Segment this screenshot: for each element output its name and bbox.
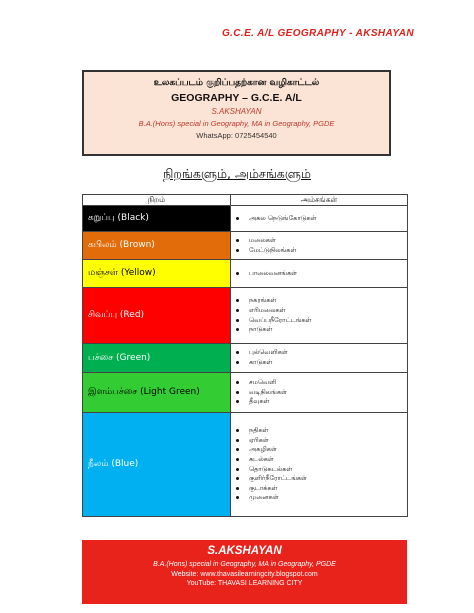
features-cell <box>231 413 408 517</box>
feature-item: முனைகள் <box>249 493 407 503</box>
table-row <box>83 373 408 413</box>
table-row <box>83 232 408 260</box>
feature-item: எரிமலைகள் <box>249 306 407 316</box>
guide-title: உலகப்படம் குறிப்பதற்கான வழிகாட்டல் <box>153 78 320 88</box>
feature-item: கடல்கள் <box>249 455 407 465</box>
color-name-cell: கறுப்பு (Black) <box>83 206 231 232</box>
title-info-box <box>82 70 391 156</box>
color-name-cell: இளம்பச்சை (Light Green) <box>83 373 231 413</box>
feature-item: பாலைவனங்கள் <box>249 269 407 279</box>
features-cell <box>231 206 408 232</box>
feature-item: நகரங்கள் <box>249 296 407 306</box>
author-name: S.AKSHAYAN <box>211 107 262 116</box>
feature-item: அகழிகள் <box>249 445 407 455</box>
features-list <box>231 376 407 409</box>
feature-item: நாடுகள் <box>249 325 407 335</box>
features-cell <box>231 288 408 344</box>
feature-item: ஏரிகள் <box>249 436 407 446</box>
features-cell <box>231 344 408 373</box>
features-cell <box>231 373 408 413</box>
feature-item: அகல நெடுங்கோடுகள் <box>249 214 407 224</box>
color-name-cell: சிவப்பு (Red) <box>83 288 231 344</box>
feature-item: குளிர்நீரோட்டங்கள் <box>249 474 407 484</box>
features-list <box>231 234 407 257</box>
table-row <box>83 288 408 344</box>
features-list <box>231 346 407 369</box>
feature-item: காடுகள் <box>249 358 407 368</box>
table-row <box>83 413 408 517</box>
color-name-cell: நீலம் (Blue) <box>83 413 231 517</box>
color-features-table <box>82 194 408 517</box>
feature-item: வெப்பநீரோட்டங்கள் <box>249 316 407 326</box>
feature-item: குடாக்கள் <box>249 484 407 494</box>
table-row <box>83 260 408 288</box>
feature-item: மேட்டுநிலங்கள் <box>249 246 407 256</box>
features-list <box>231 212 407 226</box>
footer-qualification: B.A.(Hons) special in Geography, MA in Geography, PGDE <box>153 561 336 568</box>
table-body <box>83 206 408 517</box>
feature-item: சமவெளி <box>249 378 407 388</box>
feature-item: மலைகள் <box>249 236 407 246</box>
footer-youtube: YouTube: THAVASI LEARNING CITY <box>186 580 303 587</box>
features-list <box>231 424 407 505</box>
color-name-cell: மஞ்சள் (Yellow) <box>83 260 231 288</box>
feature-item: வடிநிலங்கள் <box>249 388 407 398</box>
color-name-cell: பச்சை (Green) <box>83 344 231 373</box>
subject-title: GEOGRAPHY – G.C.E. A/L <box>171 92 302 104</box>
features-cell <box>231 232 408 260</box>
table-header-row <box>83 195 408 206</box>
color-name-cell: கபிலம் (Brown) <box>83 232 231 260</box>
whatsapp-contact: WhatsApp: 0725454540 <box>196 131 277 140</box>
features-cell <box>231 260 408 288</box>
footer-website: Website: www.thavasilearningcity.blogspot.com <box>171 571 318 578</box>
features-list <box>231 294 407 336</box>
feature-item: நதிகள் <box>249 426 407 436</box>
feature-item: தீவுகள் <box>249 397 407 407</box>
feature-item: தொடுகடல்கள் <box>249 465 407 475</box>
table-row <box>83 344 408 373</box>
author-qualification: B.A.(Hons) special in Geography, MA in Geography, PGDE <box>138 119 335 128</box>
feature-item: புல்வெளிகள் <box>249 348 407 358</box>
footer-banner <box>82 540 407 604</box>
features-list <box>231 267 407 281</box>
section-title: நிறங்களும், அம்சங்களும் <box>163 166 311 181</box>
header-features: அம்சங்கள் <box>231 195 408 206</box>
header-color: நிறம் <box>83 195 231 206</box>
table-row <box>83 206 408 232</box>
footer-name: S.AKSHAYAN <box>207 545 282 557</box>
document-header: G.C.E. A/L GEOGRAPHY - AKSHAYAN <box>221 28 414 39</box>
